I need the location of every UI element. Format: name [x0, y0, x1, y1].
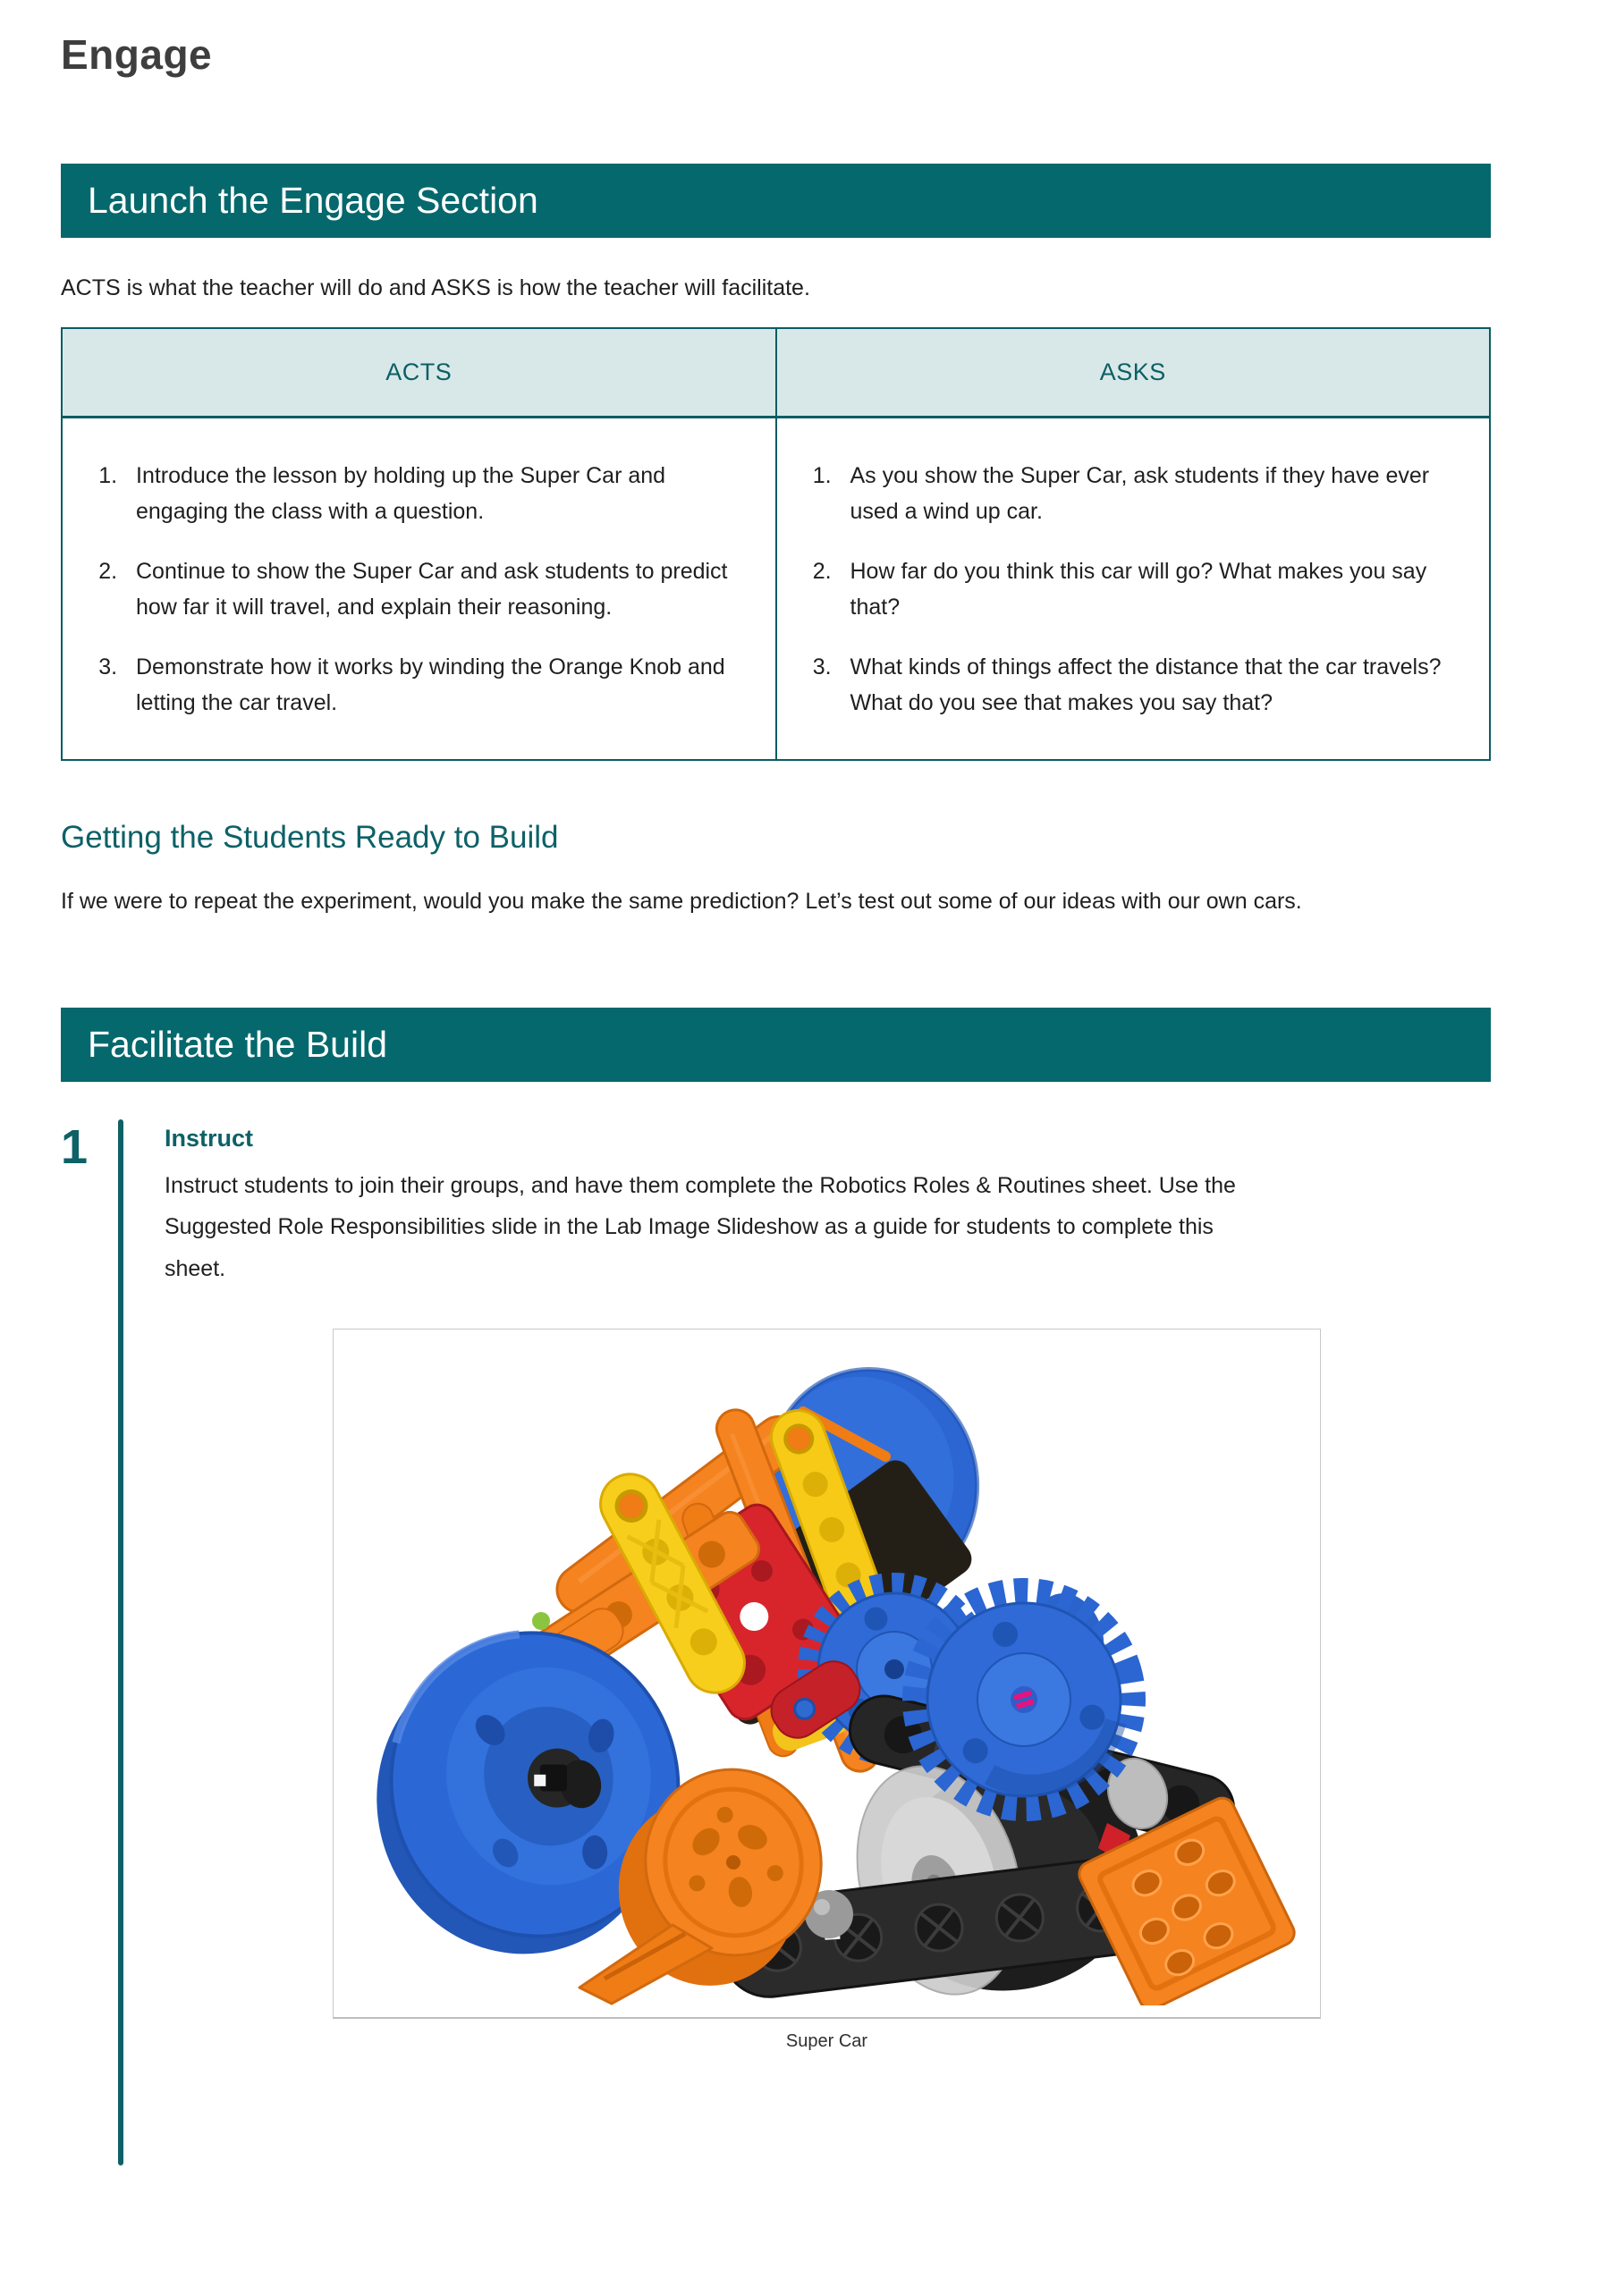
facilitate-banner-title: Facilitate the Build — [88, 1023, 388, 1065]
getting-ready-text: If we were to repeat the experiment, would you make the same prediction? Let’s test out some of our ideas with our own cars. — [61, 888, 1302, 914]
launch-section-banner — [61, 164, 1491, 238]
step-body-text: Instruct students to join their groups, and have them complete the Robotics Roles & Routines sheet. Use the Suggested Role Responsibilities slide in the Lab Image Slideshow as a guide for students to complete this sheet. — [165, 1172, 1236, 1281]
list-item: 1. Introduce the lesson by holding up the Super Car and engaging the class with a question. — [123, 458, 749, 530]
list-item: 2. Continue to show the Super Car and ask students to predict how far it will travel, and explain their reasoning. — [123, 553, 749, 626]
acts-column-header: ACTS — [62, 328, 776, 418]
asks-column-header: ASKS — [776, 328, 1491, 418]
acts-cell — [62, 417, 776, 760]
lesson-page — [0, 30, 1599, 2165]
list-item: 1. As you show the Super Car, ask students if they have ever used a wind up car. — [838, 458, 1463, 530]
step-title: Instruct — [165, 1124, 254, 1152]
acts-asks-intro-text: ACTS is what the teacher will do and ASKS is how the teacher will facilitate. — [61, 275, 810, 300]
list-item: 3. Demonstrate how it works by winding the Orange Knob and letting the car travel. — [123, 649, 749, 722]
launch-banner-title: Launch the Engage Section — [88, 180, 538, 221]
green-peg — [532, 1612, 550, 1630]
super-car-image-frame — [333, 1329, 1321, 2019]
step-content — [123, 1119, 1491, 2165]
facilitate-section-banner — [61, 1008, 1491, 1082]
super-car-illustration — [358, 1342, 1297, 2005]
table-header-row — [62, 328, 1490, 418]
step-number: 1 — [61, 1119, 89, 1174]
acts-asks-table — [61, 327, 1491, 761]
step-1 — [61, 1119, 1491, 2165]
getting-ready-heading: Getting the Students Ready to Build — [61, 819, 559, 855]
super-car-figure — [333, 1329, 1321, 2052]
page-title: Engage — [61, 31, 213, 78]
table-body-row — [62, 417, 1490, 760]
figure-caption: Super Car — [785, 2031, 868, 2051]
acts-list — [72, 458, 749, 722]
asks-cell — [776, 417, 1491, 760]
asks-list — [786, 458, 1463, 722]
list-item: 3. What kinds of things affect the distance that the car travels? What do you see that makes you say that? — [838, 649, 1463, 722]
list-item: 2. How far do you think this car will go? What makes you say that? — [838, 553, 1463, 626]
